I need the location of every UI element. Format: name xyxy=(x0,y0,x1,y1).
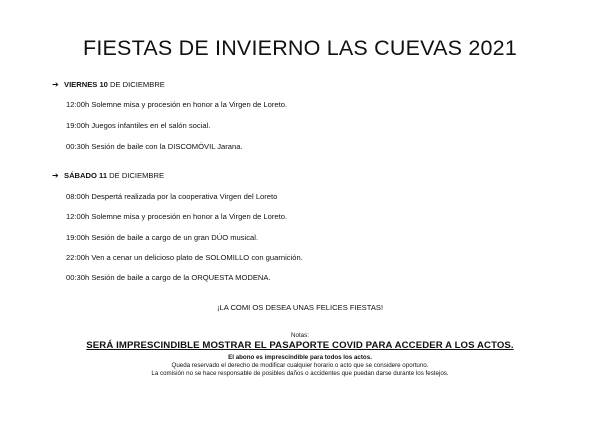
day-month: DE DICIEMBRE xyxy=(107,171,165,180)
schedule-change-note: Queda reservado el derecho de modificar cualquier horario o acto que se considere oportuno. xyxy=(171,362,429,369)
liability-note: La comisión no se hace responsable de posibles daños o accidentes que puedan darse durante los festejos. xyxy=(151,370,449,377)
arrow-right-icon: ➔ xyxy=(52,171,59,180)
day-heading-viernes xyxy=(52,80,165,89)
arrow-right-icon: ➔ xyxy=(52,80,59,89)
event-item: 19:00h Juegos infantiles en el salón social. xyxy=(66,121,211,130)
covid-notice: SERÁ IMPRESCINDIBLE MOSTRAR EL PASAPORTE COVID PARA ACCEDER A LOS ACTOS. xyxy=(86,340,514,351)
event-item: 22:00h Ven a cenar un delicioso plato de SOLOMILLO con guarnición. xyxy=(66,253,303,262)
event-item: 12:00h Solemne misa y procesión en honor a la Virgen de Loreto. xyxy=(66,100,288,109)
event-item: 19:00h Sesión de baile a cargo de un gran DÚO musical. xyxy=(66,233,259,242)
event-item: 00:30h Sesión de baile con la DISCOMÓVIL Jarana. xyxy=(66,142,243,151)
event-item: 00:30h Sesión de baile a cargo de la ORQUESTA MODENA. xyxy=(66,273,271,282)
day-heading-sabado xyxy=(52,171,164,180)
greeting-text: ¡LA COMI OS DESEA UNAS FELICES FIESTAS! xyxy=(216,303,384,312)
event-item: 08:00h Despertá realizada por la cooperativa Virgen del Loreto xyxy=(66,192,278,201)
day-weekday: SÁBADO 11 xyxy=(64,171,108,180)
abono-note: El abono es imprescindible para todos los actos. xyxy=(228,354,372,361)
event-item: 12:00h Solemne misa y procesión en honor a la Virgen de Loreto. xyxy=(66,212,288,221)
day-month: DE DICIEMBRE xyxy=(107,80,165,89)
notes-label: Notas: xyxy=(291,332,309,339)
page-title: FIESTAS DE INVIERNO LAS CUEVAS 2021 xyxy=(83,36,517,60)
day-weekday: VIERNES 10 xyxy=(64,80,108,89)
